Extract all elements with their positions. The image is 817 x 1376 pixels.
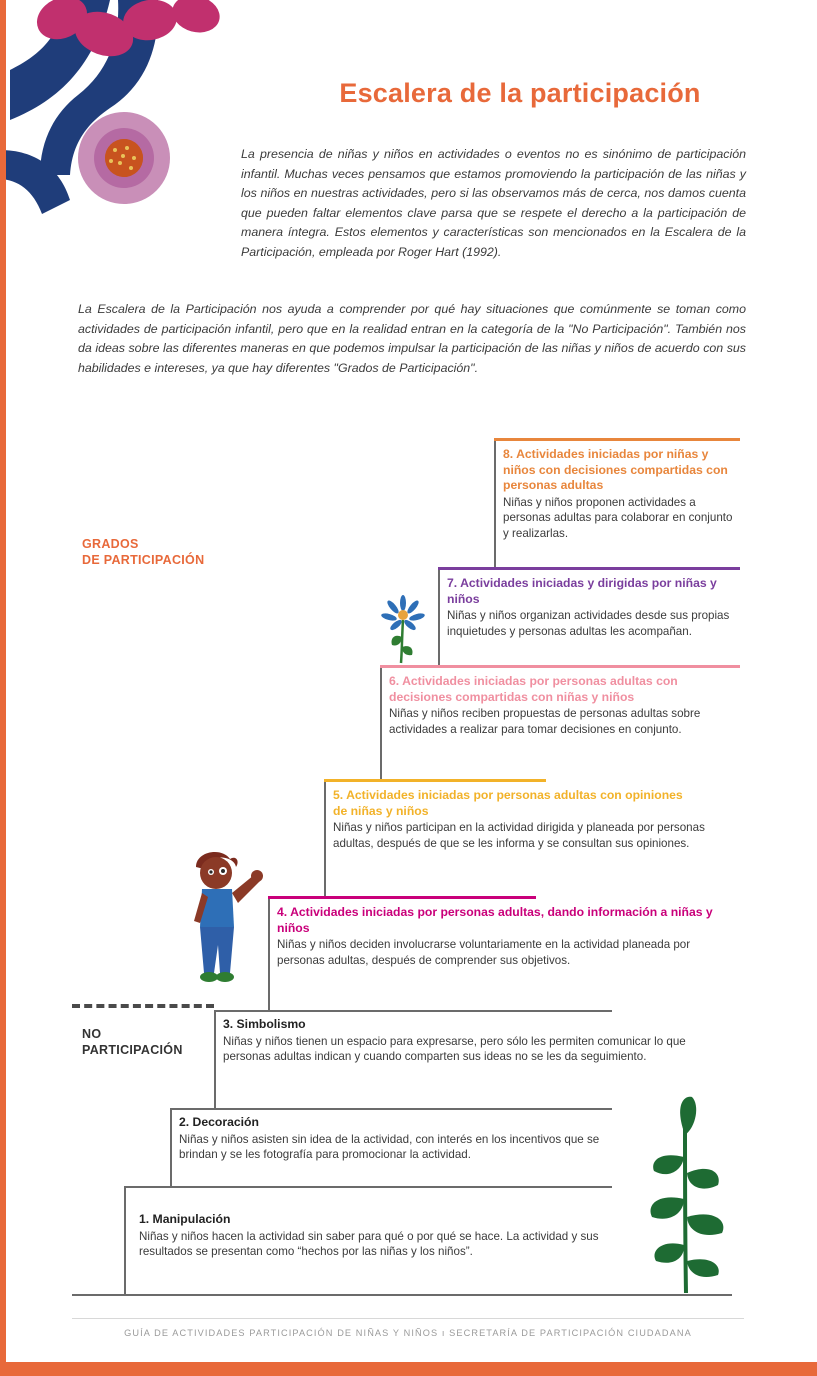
left-accent-bar bbox=[0, 0, 6, 1362]
step-1-body: Niñas y niños hacen la actividad sin saber para qué o por qué se hace. La actividad y sus resultados se presentan como “hechos por las niñas y los niños”. bbox=[139, 1229, 599, 1258]
step-8-heading: 8. Actividades iniciadas por niñas y niños con decisiones compartidas con personas adultas bbox=[503, 447, 728, 492]
grados-de-participacion-label bbox=[82, 536, 262, 568]
nopart-label-line1: NO bbox=[82, 1027, 102, 1041]
step-6-heading: 6. Actividades iniciadas por personas adultas con decisiones compartidas con niñas y niños bbox=[389, 674, 678, 704]
grados-label-line2: DE PARTICIPACIÓN bbox=[82, 553, 205, 567]
step-2-heading: 2. Decoración bbox=[179, 1115, 259, 1129]
step-4-heading: 4. Actividades iniciadas por personas adultas, dando información a niñas y niños bbox=[277, 905, 713, 935]
grados-label-line1: GRADOS bbox=[82, 537, 139, 551]
step-4[interactable] bbox=[268, 896, 713, 968]
step-5-heading: 5. Actividades iniciadas por personas adultas con opiniones de niñas y niños bbox=[333, 788, 683, 818]
step-3-body: Niñas y niños tienen un espacio para expresarse, pero sólo les permiten comunicar lo que personas adultas indican y cuando comparten sus ideas no se les da seguimiento. bbox=[223, 1034, 686, 1063]
page-title: Escalera de la participación bbox=[339, 78, 701, 108]
step-4-body: Niñas y niños deciden involucrarse voluntariamente en la actividad planeada por personas adultas, después de comprender sus objetivos. bbox=[277, 938, 691, 967]
step-8[interactable] bbox=[494, 438, 740, 541]
step-5-color-bar bbox=[324, 779, 546, 782]
bottom-accent-bar bbox=[0, 1362, 817, 1376]
no-participacion-label bbox=[82, 1026, 232, 1058]
nopart-label-line2: PARTICIPACIÓN bbox=[82, 1043, 183, 1057]
footer-text: GUÍA DE ACTIVIDADES PARTICIPACIÓN DE NIÑAS Y NIÑOS ı SECRETARÍA DE PARTICIPACIÓN CIUDADANA bbox=[124, 1328, 692, 1338]
step-3[interactable] bbox=[214, 1010, 724, 1065]
step-3-heading: 3. Simbolismo bbox=[223, 1017, 306, 1031]
child-illustration bbox=[178, 845, 268, 1005]
step-2[interactable] bbox=[170, 1108, 640, 1163]
step-8-body: Niñas y niños proponen actividades a personas adultas para colaborar en conjunto y realizarlas. bbox=[503, 495, 733, 540]
step-7[interactable] bbox=[438, 567, 740, 639]
step-6-body: Niñas y niños reciben propuestas de personas adultas sobre actividades a realizar para tomar decisiones en conjunto. bbox=[389, 707, 701, 736]
intro-paragraph-1: La presencia de niñas y niños en actividades o eventos no es sinónimo de participación infantil. Muchas veces pensamos que estamos promoviendo la participación de las niñas y los niños en nuestras actividades, pero si las observamos más de cerca, nos damos cuenta que pueden faltar elementos clave parsa que se respete el derecho a la participación de manera íntegra. Estos elementos y características son mencionados en la Escalera de la Participación, empleada por Roger Hart (1992). bbox=[241, 147, 746, 259]
step-5[interactable] bbox=[324, 779, 705, 851]
plant-illustration bbox=[630, 1095, 740, 1295]
step-5-body: Niñas y niños participan en la actividad dirigida y planeada por personas adultas, después de que se les informa y se consultan sus opiniones. bbox=[333, 821, 705, 850]
step-1[interactable] bbox=[124, 1186, 604, 1260]
step-6-color-bar bbox=[380, 665, 740, 668]
step-1-heading: 1. Manipulación bbox=[139, 1212, 231, 1226]
step-7-heading: 7. Actividades iniciadas y dirigidas por niñas y niños bbox=[447, 576, 717, 606]
step-8-color-bar bbox=[494, 438, 740, 441]
step-6[interactable] bbox=[380, 665, 740, 737]
step-7-body: Niñas y niños organizan actividades desde sus propias inquietudes y personas adultas les acompañan. bbox=[447, 609, 730, 638]
footer-divider bbox=[72, 1318, 744, 1319]
intro-paragraph-2: La Escalera de la Participación nos ayuda a comprender por qué hay situaciones que comúnmente se toman como actividades de participación infantil, pero que en la realidad entran en la categoría de la "No Participación". También nos da ideas sobre las diferentes maneras en que podemos impulsar la participación de las niñas y niños de acuerdo con sus habilidades e intereses, ya que hay diferentes "Grados de Participación". bbox=[78, 302, 746, 375]
step-7-color-bar bbox=[438, 567, 740, 570]
daisy-flower-illustration bbox=[380, 595, 426, 665]
step-4-color-bar bbox=[268, 896, 536, 899]
step-2-body: Niñas y niños asisten sin idea de la actividad, con interés en los incentivos que se brindan y se les fotografía para promocionar la actividad. bbox=[179, 1132, 600, 1161]
